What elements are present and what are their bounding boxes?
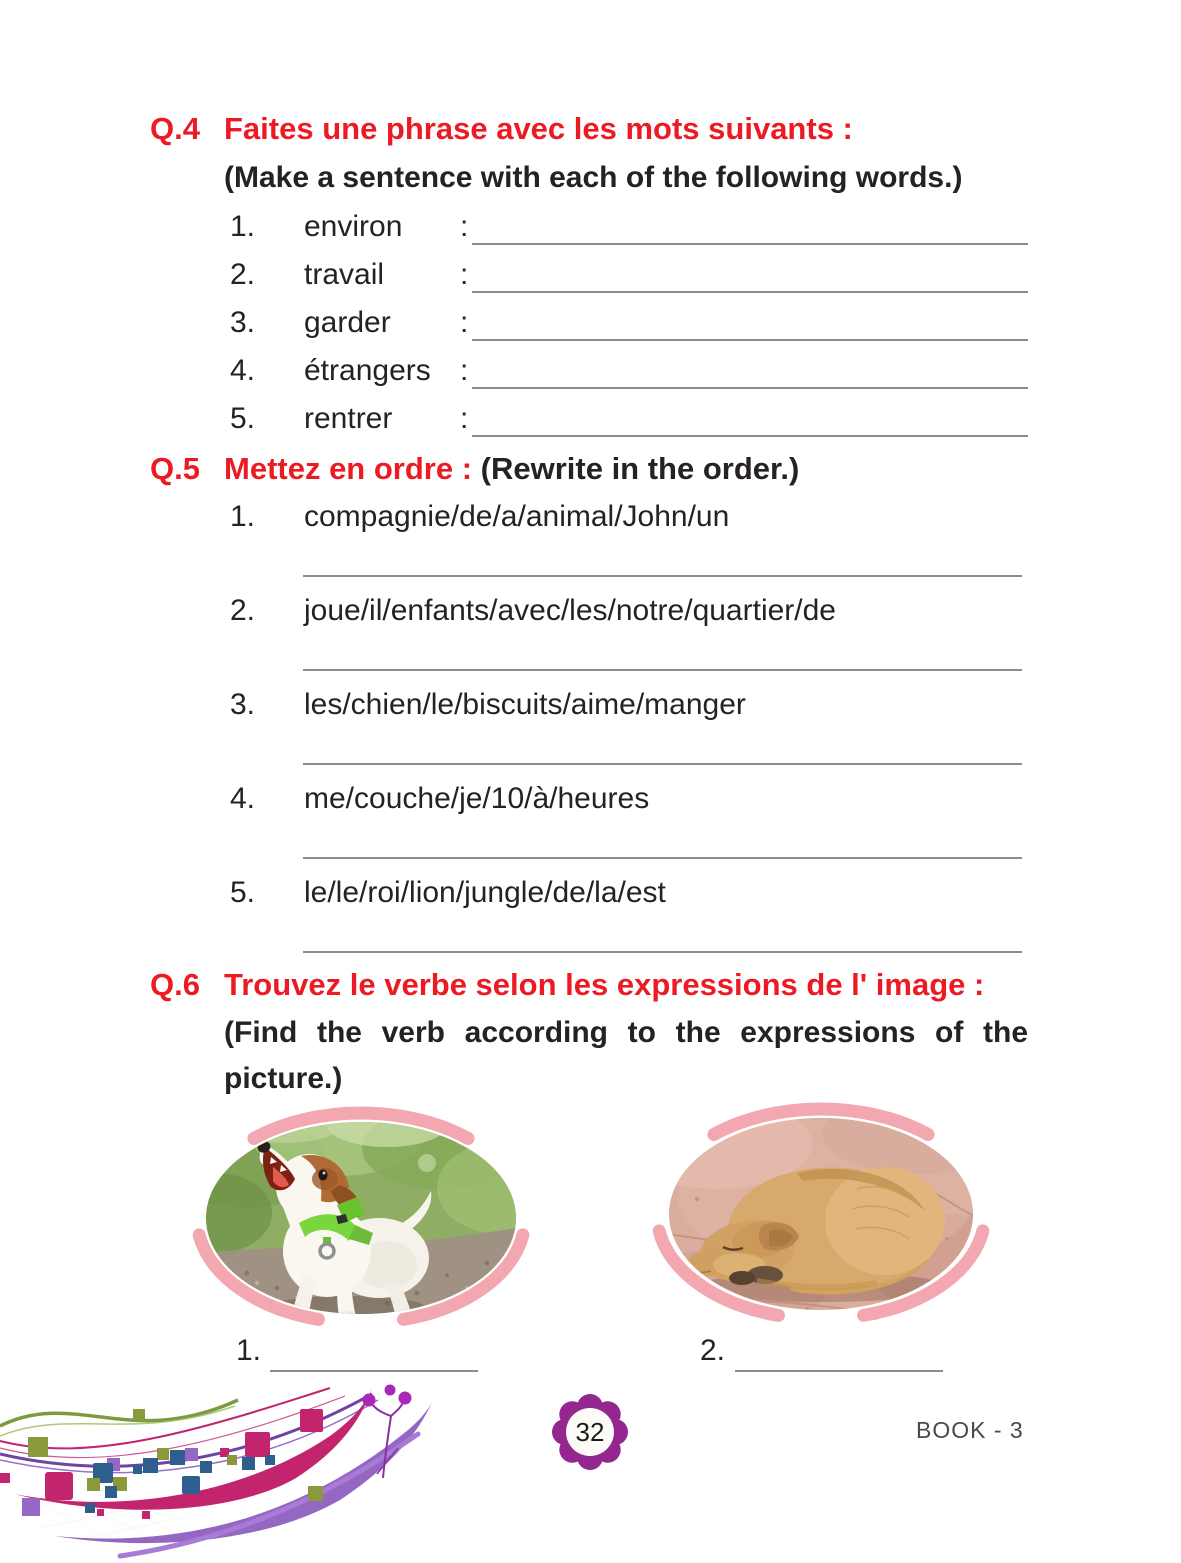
page-number: 32 — [575, 1417, 605, 1447]
answer-line — [735, 1370, 943, 1372]
q5-label: Q.5 — [150, 451, 200, 486]
item-number: 5. — [230, 876, 256, 909]
footer-swirl-decoration — [0, 1378, 480, 1563]
book-label: BOOK - 3 — [916, 1417, 1024, 1443]
q4-title-english: (Make a sentence with each of the following words.) — [224, 161, 963, 194]
item-number: 4. — [230, 354, 256, 387]
item-text: le/le/roi/lion/jungle/de/la/est — [304, 876, 666, 909]
q5-title-french: Mettez en ordre : — [224, 451, 473, 486]
item-word: garder — [304, 306, 391, 339]
q5-item — [230, 594, 836, 628]
answer-line — [270, 1370, 478, 1372]
item-colon: : — [460, 354, 469, 387]
answer-line — [472, 435, 1028, 437]
item-word: travail — [304, 258, 385, 291]
item-number: 2. — [230, 594, 256, 627]
q5-title-english: (Rewrite in the order.) — [480, 451, 800, 486]
item-number: 1. — [230, 500, 256, 533]
q6-label: Q.6 — [150, 967, 200, 1002]
item-word: rentrer — [304, 402, 393, 435]
answer-line — [472, 243, 1028, 245]
q6-answer-number: 2. — [700, 1334, 726, 1367]
q5-item — [230, 500, 729, 534]
q5-heading — [150, 450, 799, 487]
answer-line — [303, 951, 1022, 953]
q4-heading — [150, 110, 853, 147]
q6-title-french: Trouvez le verbe selon les expressions de l' image : — [224, 967, 985, 1002]
q6-heading — [150, 966, 984, 1003]
sleeping-dog-photo — [647, 1099, 995, 1329]
barking-dog-photo — [187, 1103, 535, 1333]
item-number: 2. — [230, 258, 256, 291]
item-colon: : — [460, 306, 469, 339]
answer-line — [472, 339, 1028, 341]
item-colon: : — [460, 258, 469, 291]
item-word: étrangers — [304, 354, 431, 387]
item-word: environ — [304, 210, 403, 243]
answer-line — [303, 763, 1022, 765]
item-number: 4. — [230, 782, 256, 815]
q6-title-english-line1: (Find the verb according to the expressions of the — [224, 1016, 1028, 1049]
item-number: 3. — [230, 306, 256, 339]
item-colon: : — [460, 210, 469, 243]
q4-item — [230, 306, 468, 340]
q4-label: Q.4 — [150, 111, 200, 146]
q6-title-english-line2: picture.) — [224, 1062, 343, 1095]
answer-line — [303, 669, 1022, 671]
item-colon: : — [460, 402, 469, 435]
item-text: compagnie/de/a/animal/John/un — [304, 500, 730, 533]
q4-item — [230, 258, 468, 292]
q6-answer-number: 1. — [236, 1334, 262, 1367]
item-text: me/couche/je/10/à/heures — [304, 782, 650, 815]
q4-title-french: Faites une phrase avec les mots suivants : — [224, 111, 853, 146]
item-text: les/chien/le/biscuits/aime/manger — [304, 688, 746, 721]
q5-item — [230, 876, 666, 910]
answer-line — [472, 387, 1028, 389]
q5-item — [230, 688, 746, 722]
item-number: 3. — [230, 688, 256, 721]
q4-item — [230, 354, 468, 388]
item-number: 1. — [230, 210, 256, 243]
q5-item — [230, 782, 649, 816]
answer-line — [303, 575, 1022, 577]
item-number: 5. — [230, 402, 256, 435]
item-text: joue/il/enfants/avec/les/notre/quartier/de — [304, 594, 836, 627]
q4-item — [230, 210, 468, 244]
q4-item — [230, 402, 468, 436]
page-number-badge — [552, 1394, 628, 1470]
answer-line — [303, 857, 1022, 859]
answer-line — [472, 291, 1028, 293]
